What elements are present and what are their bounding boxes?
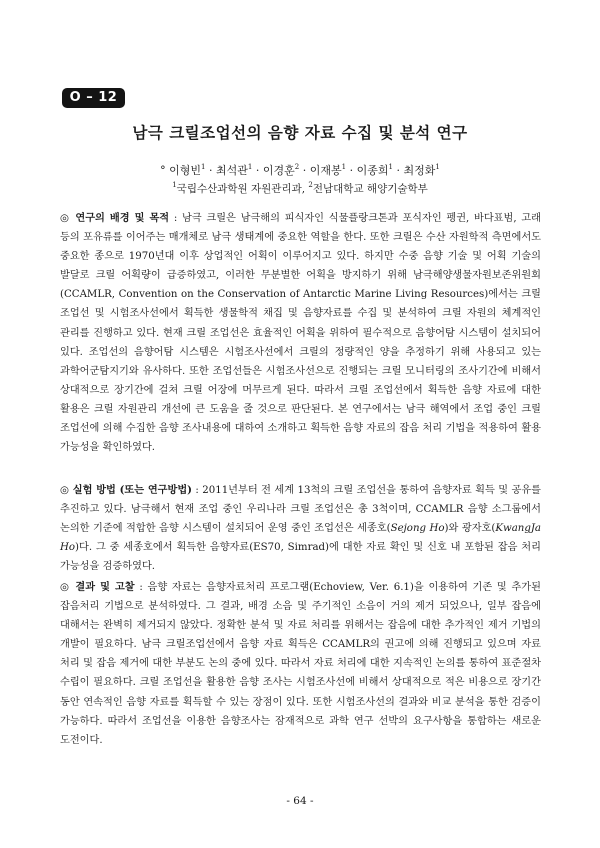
author-affil-mark: 1 (341, 163, 347, 171)
section-body: : 남극 크릴은 남극해의 피식자인 식물플랑크톤과 포식자인 펭귄, 바다표범, 고래 등의 포유류를 이어주는 매개체로 남극 생태계에 중요한 역할을 한다. 또한 크릴은 수산 자원학적 측면에서도 중요한 종으로 1970년대 이후 상업적인 어획이 이루어지고 있다. 하지만 수중 음향 기술 및 어획 기술의 발달로 크릴 어획량이 급증하였고, 이러한 무분별한 어획을 방지하기 위해 남극해양생물자원보존위원회(CCAMLR, Convention on the Conservation of Antarctic Marine Living Resources)에서는 크릴 조업선 및 시험조사선에서 획득한 생물학적 채집 및 음향자료를 수집 및 분석하여 크릴 자원의 체계적인 관리를 진행하고 있다. 현재 크릴 조업선은 효율적인 어획을 위하여 필수적으로 음향어탐 시스템이 설치되어 있다. 조업선의 음향어탐 시스템은 시험조사선에서 크릴의 정량적인 양을 추정하기 위해 사용되고 있는 과학어군탐지기와 유사하다. 또한 조업선들은 시험조사선으로 진행되는 크릴 모니터링의 조사기간에 비해서 상대적으로 장기간에 걸쳐 크릴 어장에 머무르게 된다. 따라서 크릴 조업선에서 획득한 음향 자료에 대한 활용은 크릴 자원관리 개선에 큰 도움을 줄 것으로 판단된다. 본 연구에서는 남극 해역에서 조업 중인 크릴 조업선에 의해 수집한 음향 조사내용에 대하여 소개하고 획득한 음향 자료의 잡음 처리 기법을 적용하여 활용 가능성을 확인하였다. (60, 213, 541, 454)
author-affil-mark: 1 (388, 163, 393, 171)
paper-title: 남극 크릴조업선의 음향 자료 수집 및 분석 연구 (132, 123, 468, 142)
section-methods (60, 481, 541, 576)
section-body: )다. 그 중 세종호에서 획득한 음향자료(ES70, Simrad)에 대한 자료 확인 및 신호 내 포함된 잡음 처리 가능성을 검증하였다. (60, 542, 541, 573)
affiliation: 국립수산과학원 자원관리과, (176, 183, 309, 195)
author-list (0, 162, 600, 178)
author-separator: · (205, 164, 217, 177)
author: 이경훈 (262, 164, 295, 177)
author: 최석관 (216, 164, 248, 177)
author-affil-mark: 1 (435, 163, 440, 171)
author: 이종희 (356, 164, 389, 177)
author: 이재봉 (309, 164, 342, 177)
section-body: : 음향 자료는 음향자료처리 프로그램(Echoview, Ver. 6.1)을 이용하여 기존 및 추가된 잡음처리 기법으로 분석하였다. 그 결과, 배경 소음 및 주기적인 소음이 거의 제거 되었으나, 일부 잡음에 대해서는 완벽히 제거되지 않았다. 정확한 분석 및 자료 처리를 위해서는 잡음에 대한 추가적인 제거 기법의 개발이 필요하다. 남극 크릴조업선에서 음향 자료 획득은 CCAMLR의 권고에 의해 진행되고 있으며 자료 처리 및 잡음 제거에 대한 부분도 논의 중에 있다. 따라서 자료 처리에 대한 지속적인 논의를 통하여 표준절차 수립이 필요하다. 크릴 조업선을 활용한 음향 조사는 시험조사선에 비해서 상대적으로 적은 비용으로 장기간 동안 연속적인 음향 자료를 획득할 수 있는 장점이 있다. 또한 시험조사선의 결과와 비교 분석을 통한 검증이 가능하다. 따라서 조업선을 이용한 음향조사는 잠재적으로 과학 연구 선박의 요구사항을 통합하는 새로운 도전이다. (60, 582, 541, 746)
page-number: - 64 - (286, 795, 314, 807)
author-separator: · (299, 164, 310, 177)
author-affil-mark: 2 (294, 163, 300, 171)
vessel-name: Sejong Ho (390, 523, 445, 535)
author-affil-mark: 1 (247, 163, 253, 171)
section-results (60, 578, 541, 750)
affil-mark: 2 (308, 181, 313, 189)
author: 최정화 (403, 164, 436, 177)
section-background (60, 209, 541, 457)
section-heading: ◎ 연구의 배경 및 목적 (60, 212, 170, 224)
section-heading: ◎ 결과 및 고찰 (60, 581, 135, 593)
author-separator: · (392, 164, 404, 177)
author-affil-mark: 1 (201, 163, 206, 171)
affiliation-line (0, 181, 600, 196)
vessel-name: KwangJa Ho (60, 523, 542, 554)
author-separator: · (252, 164, 263, 177)
affil-mark: 1 (172, 181, 177, 189)
author-separator: · (346, 164, 357, 177)
section-heading: ◎ 실험 방법 (또는 연구방법) (60, 484, 192, 496)
session-badge: O – 12 (62, 88, 125, 108)
affiliation: 전남대학교 해양기술학부 (312, 183, 428, 195)
section-body: : 2011년부터 전 세계 13척의 크릴 조업선을 통하여 음향자료 획득 및 공유를 추진하고 있다. 남극해서 현재 조업 중인 우리나라 크릴 조업선은 총 3척이며, CCAMLR 음향 소그룹에서 논의한 기준에 적합한 음향 시스템이 설치되어 운영 중인 조업선은 세종호( (60, 485, 541, 535)
section-body: )와 광자호( (444, 523, 496, 535)
author: ° 이형빈 (160, 164, 202, 177)
